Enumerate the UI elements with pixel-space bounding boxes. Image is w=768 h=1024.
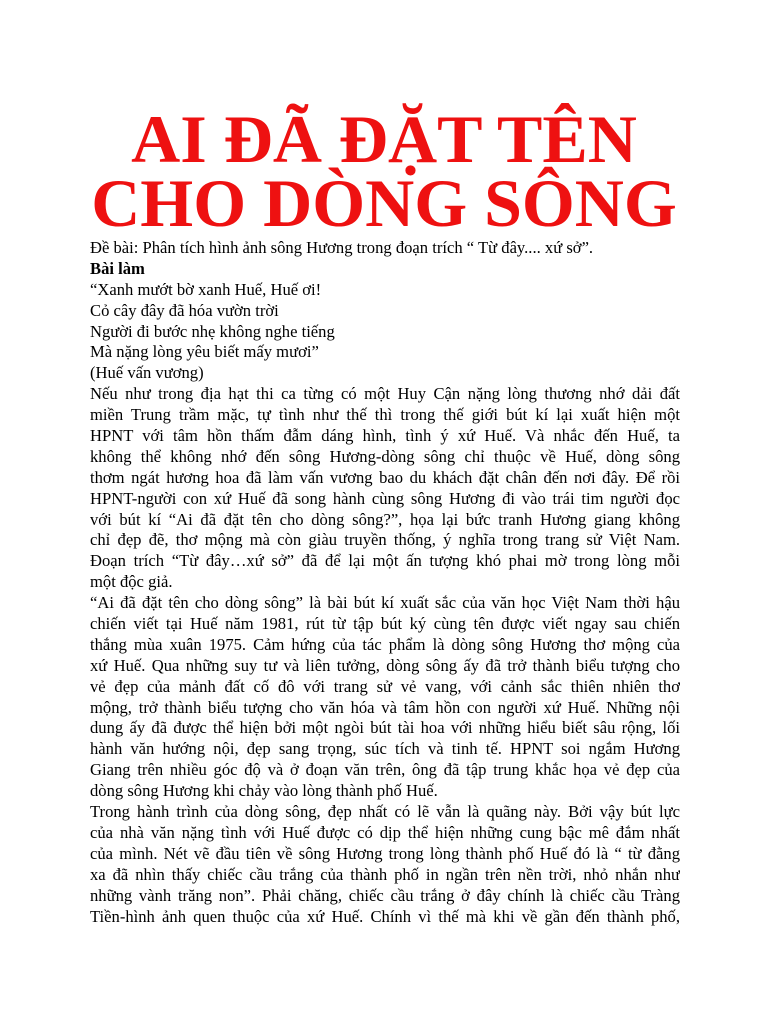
paragraph-3-line: xa đã nhìn thấy chiếc cầu trắng của thành phố in ngần trên nền trời, nhỏ nhắn như [90,864,680,884]
poem-line: Người đi bước nhẹ không nghe tiếng [90,321,335,341]
paragraph-1-line: thơm ngát hương hoa đã làm vấn vương bao du khách đặt chân đến nơi đây. Để rồi [90,467,680,487]
paragraph-2-last-line: dòng sông Hương khi chảy vào lòng thành phố Huế. [90,781,438,801]
section-heading: Bài làm [90,258,145,278]
paragraph-1-last-line: một độc giả. [90,572,173,592]
paragraph-2-line: chiến viết tại Huế năm 1981, rút từ tập bút ký cùng tên được viết ngay sau chiến [90,614,680,634]
paragraph-2-line: Giang trên nhiều góc độ và ở đoạn văn trên, ông đã tập trung khắc họa vẻ đẹp của [90,760,680,780]
paragraph-1-line: HPNT với tâm hồn thấm đẫm dáng hình, tình ý xứ Huế. Và nhắc đến Huế, ta [90,426,680,446]
essay-prompt: Đề bài: Phân tích hình ảnh sông Hương trong đoạn trích “ Từ đây.... xứ sở”. [90,238,594,257]
paragraph-1-line: Nếu như trong địa hạt thi ca từng có một Huy Cận nặng lòng thương nhớ dải đất [90,384,680,404]
paragraph-1-line: không thể không nhớ đến sông Hương-dòng sông chỉ thuộc về Huế, dòng sông [90,446,680,466]
paragraph-2-line: hành văn hướng nội, đẹp sang trọng, súc tích và tinh tế. HPNT soi ngắm Hương [90,739,680,759]
poem-line: “Xanh mướt bờ xanh Huế, Huế ơi! [90,279,322,299]
poem-line: Mà nặng lòng yêu biết mấy mươi” [90,342,319,362]
title-line-1: AI ĐÃ ĐẶT TÊN [131,101,637,177]
paragraph-3-line: Tiền-hình ảnh quen thuộc của xứ Huế. Chính vì thế mà khi về gần đến thành phố, [90,906,680,926]
paragraph-1-line: với bút kí “Ai đã đặt tên cho dòng sông?”, họa lại bức tranh Hương giang không [90,509,680,529]
title-line-2: CHO DÒNG SÔNG [91,165,677,241]
paragraph-1-line: chỉ đẹp đẽ, thơ mộng mà còn giàu truyền thống, ý nghĩa trong trang sử Việt Nam. [90,530,680,550]
paragraph-1-line: miền Trung trầm mặc, tự tình như thế thì trong thế giới bút kí lại xuất hiện một [90,405,680,425]
paragraph-2-line: mộng, trở thành biểu tượng cho văn hóa và tâm hồn con người xứ Huế. Những nội [90,697,680,717]
paragraph-3-line: Trong hành trình của dòng sông, đẹp nhất có lẽ vẫn là quãng này. Bởi vậy bút lực [90,802,680,822]
paragraph-3-line: của mình. Nét vẽ đầu tiên về sông Hương trong lòng thành phố Huế đó là “ từ đằng [90,843,680,863]
paragraph-2-line: thắng mùa xuân 1975. Cảm hứng của tác phẩm là dòng sông Hương thơ mộng của [90,634,680,654]
poem-line: Cỏ cây đây đã hóa vườn trời [90,300,279,320]
paragraph-3-line: của nhà văn nặng tình với Huế được có dịp thể hiện những cung bậc mê đắm nhất [90,822,680,842]
document-body [90,238,680,927]
paragraph-2-line: vẻ đẹp của mảnh đất cố đô với trang sử vẻ vang, với cảnh sắc thiên nhiên thơ [90,676,680,696]
paragraph-2-line: xứ Huế. Qua những suy tư và liên tưởng, dòng sông ấy đã trở thành biểu tượng cho [90,655,680,675]
paragraph-1-line: HPNT-người con xứ Huế đã song hành cùng sông Hương đi vào trái tim người đọc [90,488,680,508]
paragraph-1-line: Đoạn trích “Từ đây…xứ sở” đã để lại một ấn tượng khó phai mờ trong lòng mỗi [90,551,680,571]
paragraph-2-line: “Ai đã đặt tên cho dòng sông” là bài bút kí xuất sắc của văn học Việt Nam thời hậu [90,593,680,613]
paragraph-2-line: dung ấy đã được thể hiện bởi một ngòi bút tài hoa với những hiểu biết sâu rộng, lối [90,718,680,738]
poem-source: (Huế vấn vương) [90,363,204,383]
paragraph-3-line: những vành trăng non”. Phải chăng, chiếc cầu trắng ở đây chính là chiếc cầu Tràng [90,885,680,905]
